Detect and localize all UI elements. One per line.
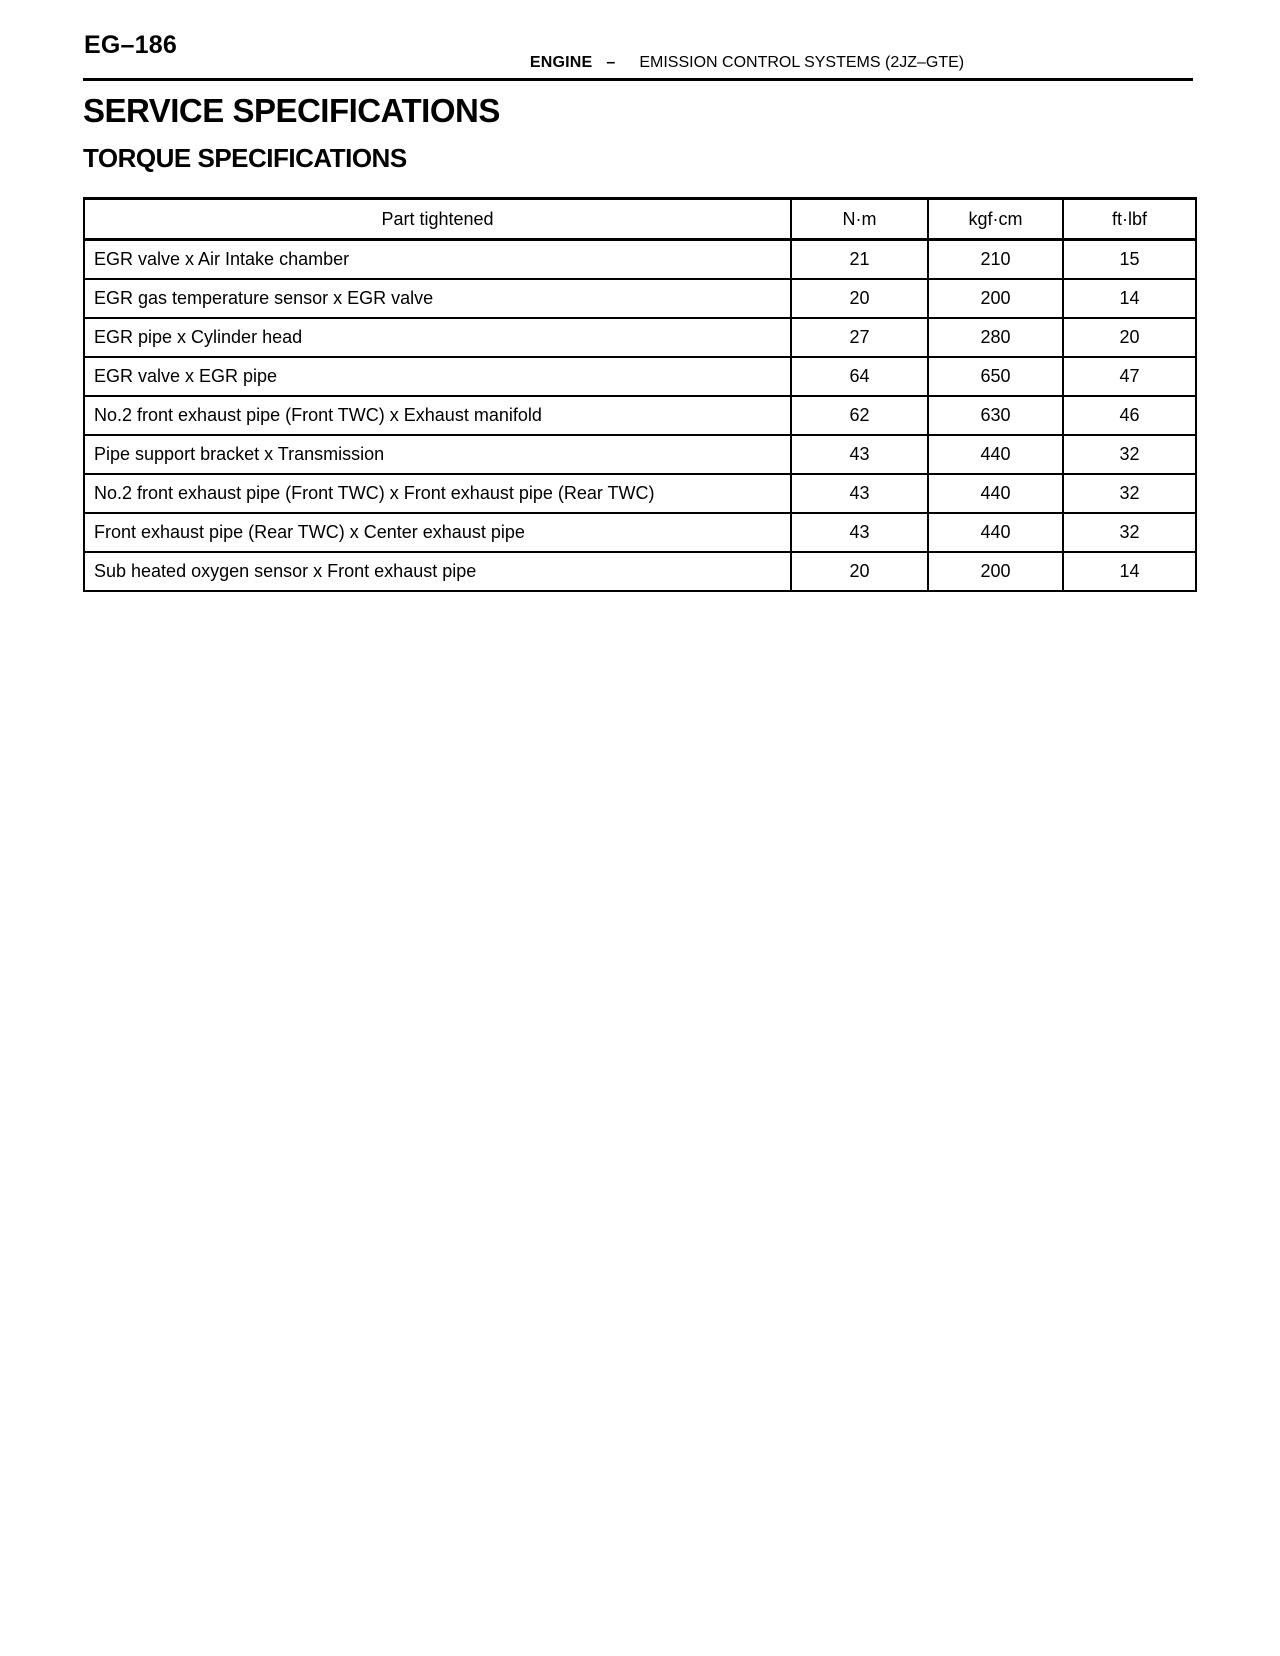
torque-value-cell: 200 xyxy=(928,279,1063,318)
torque-value-cell: 43 xyxy=(791,435,928,474)
torque-value-cell: 440 xyxy=(928,474,1063,513)
torque-value-cell: 64 xyxy=(791,357,928,396)
part-tightened-cell: No.2 front exhaust pipe (Front TWC) x Exhaust manifold xyxy=(84,396,791,435)
column-header: ft·lbf xyxy=(1063,199,1196,240)
torque-value-cell: 200 xyxy=(928,552,1063,591)
torque-value-cell: 440 xyxy=(928,513,1063,552)
running-header-chapter: EMISSION CONTROL SYSTEMS (2JZ–GTE) xyxy=(639,54,965,71)
running-header-dash: – xyxy=(606,54,616,71)
table-head xyxy=(84,199,1196,240)
torque-value-cell: 27 xyxy=(791,318,928,357)
table-header-row xyxy=(84,199,1196,240)
table-row xyxy=(84,279,1196,318)
torque-value-cell: 46 xyxy=(1063,396,1196,435)
torque-value-cell: 210 xyxy=(928,240,1063,280)
torque-value-cell: 280 xyxy=(928,318,1063,357)
part-tightened-cell: EGR gas temperature sensor x EGR valve xyxy=(84,279,791,318)
torque-value-cell: 43 xyxy=(791,513,928,552)
page-number: EG–186 xyxy=(84,31,177,59)
torque-value-cell: 43 xyxy=(791,474,928,513)
column-header: kgf·cm xyxy=(928,199,1063,240)
torque-value-cell: 14 xyxy=(1063,279,1196,318)
table-row xyxy=(84,357,1196,396)
column-header: N·m xyxy=(791,199,928,240)
torque-value-cell: 21 xyxy=(791,240,928,280)
part-tightened-cell: No.2 front exhaust pipe (Front TWC) x Front exhaust pipe (Rear TWC) xyxy=(84,474,791,513)
part-tightened-cell: Front exhaust pipe (Rear TWC) x Center exhaust pipe xyxy=(84,513,791,552)
table-row xyxy=(84,240,1196,280)
torque-value-cell: 630 xyxy=(928,396,1063,435)
part-tightened-cell: EGR valve x Air Intake chamber xyxy=(84,240,791,280)
running-header xyxy=(301,54,1193,72)
part-tightened-cell: Pipe support bracket x Transmission xyxy=(84,435,791,474)
running-header-section: ENGINE xyxy=(529,54,593,71)
part-tightened-cell: EGR pipe x Cylinder head xyxy=(84,318,791,357)
table-body xyxy=(84,240,1196,592)
torque-value-cell: 440 xyxy=(928,435,1063,474)
torque-value-cell: 650 xyxy=(928,357,1063,396)
table-row xyxy=(84,396,1196,435)
table-row xyxy=(84,552,1196,591)
torque-value-cell: 32 xyxy=(1063,474,1196,513)
torque-value-cell: 20 xyxy=(1063,318,1196,357)
part-tightened-cell: EGR valve x EGR pipe xyxy=(84,357,791,396)
table-row xyxy=(84,318,1196,357)
torque-value-cell: 62 xyxy=(791,396,928,435)
table-row xyxy=(84,474,1196,513)
torque-value-cell: 47 xyxy=(1063,357,1196,396)
torque-value-cell: 20 xyxy=(791,552,928,591)
page-title: SERVICE SPECIFICATIONS xyxy=(83,92,500,129)
part-tightened-cell: Sub heated oxygen sensor x Front exhaust pipe xyxy=(84,552,791,591)
section-subtitle: TORQUE SPECIFICATIONS xyxy=(83,143,407,173)
header-rule xyxy=(83,78,1193,81)
table-row xyxy=(84,435,1196,474)
torque-specifications-table xyxy=(83,197,1197,592)
torque-value-cell: 14 xyxy=(1063,552,1196,591)
torque-value-cell: 32 xyxy=(1063,435,1196,474)
torque-value-cell: 32 xyxy=(1063,513,1196,552)
table-row xyxy=(84,513,1196,552)
torque-value-cell: 20 xyxy=(791,279,928,318)
column-header: Part tightened xyxy=(84,199,791,240)
torque-value-cell: 15 xyxy=(1063,240,1196,280)
